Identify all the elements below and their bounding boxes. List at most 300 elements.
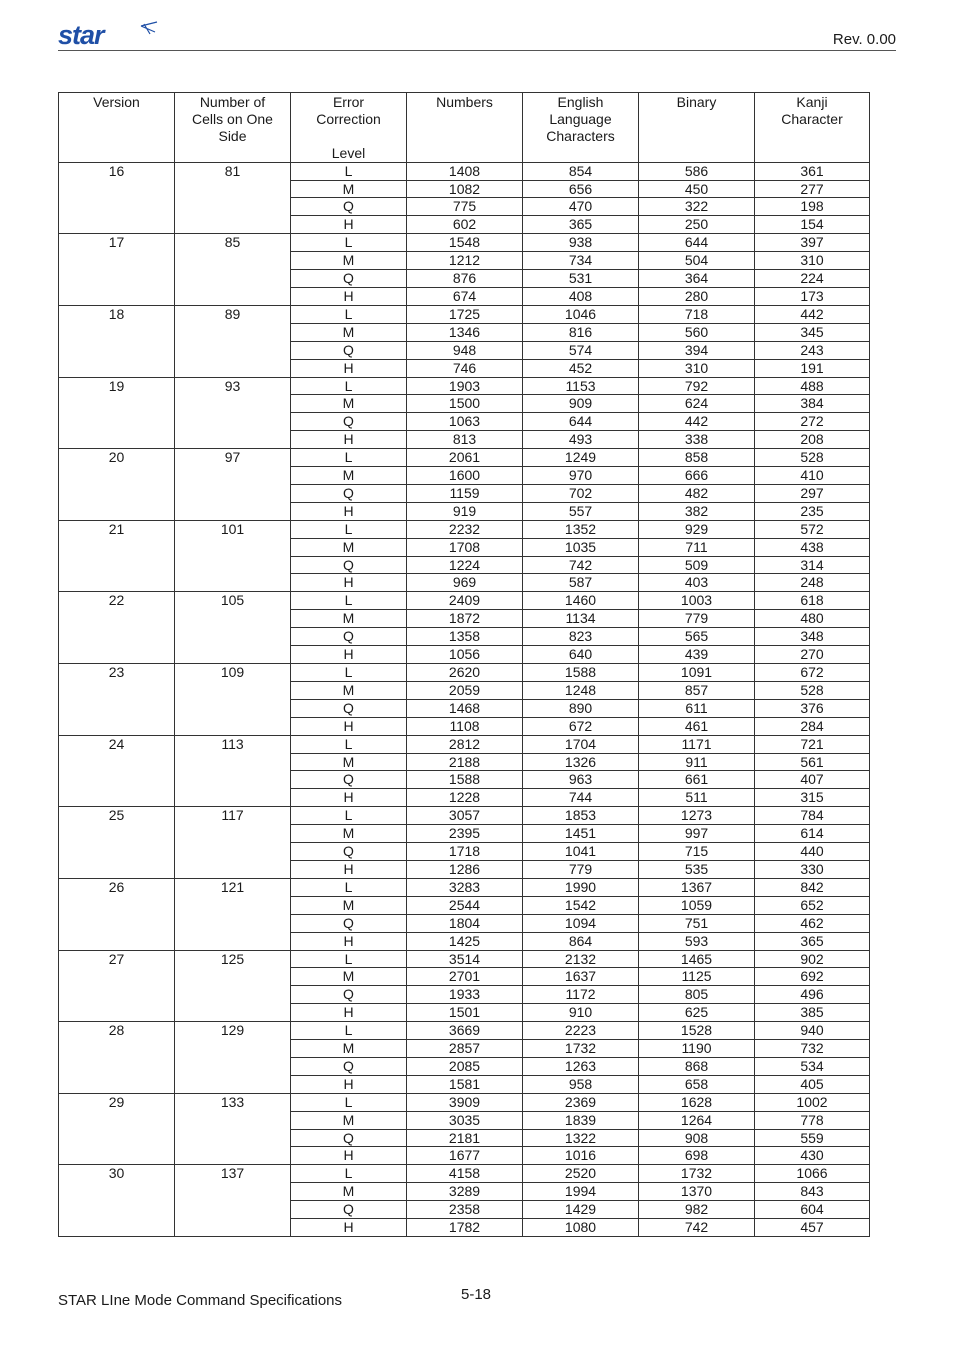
english-cell: 531 [523,270,639,288]
kanji-cell: 480 [755,610,870,628]
binary-cell: 560 [639,323,755,341]
kanji-cell: 248 [755,574,870,592]
english-cell: 2369 [523,1093,639,1111]
binary-cell: 982 [639,1201,755,1219]
numbers-cell: 602 [407,216,523,234]
kanji-cell: 842 [755,878,870,896]
header-error-correction: Error Correction Level [291,93,407,163]
english-cell: 587 [523,574,639,592]
binary-cell: 611 [639,699,755,717]
english-cell: 1263 [523,1057,639,1075]
numbers-cell: 3669 [407,1022,523,1040]
numbers-cell: 1933 [407,986,523,1004]
numbers-cell: 775 [407,198,523,216]
english-cell: 574 [523,341,639,359]
numbers-cell: 1108 [407,717,523,735]
binary-cell: 661 [639,771,755,789]
table-row [59,1022,870,1040]
english-cell: 408 [523,287,639,305]
table-row [59,878,870,896]
numbers-cell: 1588 [407,771,523,789]
binary-cell: 742 [639,1219,755,1237]
binary-cell: 1273 [639,807,755,825]
kanji-cell: 732 [755,1040,870,1058]
kanji-cell: 778 [755,1111,870,1129]
kanji-cell: 721 [755,735,870,753]
binary-cell: 250 [639,216,755,234]
level-cell: H [291,1219,407,1237]
level-cell: M [291,825,407,843]
level-cell: H [291,502,407,520]
kanji-cell: 376 [755,699,870,717]
binary-cell: 442 [639,413,755,431]
english-cell: 702 [523,484,639,502]
binary-cell: 535 [639,860,755,878]
level-cell: Q [291,771,407,789]
kanji-cell: 397 [755,234,870,252]
english-cell: 557 [523,502,639,520]
english-cell: 963 [523,771,639,789]
kanji-cell: 173 [755,287,870,305]
kanji-cell: 154 [755,216,870,234]
level-cell: L [291,735,407,753]
level-cell: Q [291,341,407,359]
numbers-cell: 2059 [407,681,523,699]
level-cell: Q [291,1057,407,1075]
binary-cell: 1628 [639,1093,755,1111]
cells-cell: 113 [175,735,291,807]
english-cell: 1041 [523,843,639,861]
kanji-cell: 618 [755,592,870,610]
kanji-cell: 692 [755,968,870,986]
numbers-cell: 746 [407,359,523,377]
english-cell: 1704 [523,735,639,753]
english-cell: 1451 [523,825,639,843]
kanji-cell: 365 [755,932,870,950]
level-cell: M [291,180,407,198]
numbers-cell: 3035 [407,1111,523,1129]
version-cell: 27 [59,950,175,1022]
star-logo [58,20,158,50]
numbers-cell: 1408 [407,162,523,180]
cells-cell: 97 [175,449,291,521]
version-cell: 29 [59,1093,175,1165]
level-cell: Q [291,699,407,717]
version-cell: 21 [59,520,175,592]
level-cell: H [291,574,407,592]
binary-cell: 1732 [639,1165,755,1183]
kanji-cell: 528 [755,681,870,699]
level-cell: L [291,234,407,252]
kanji-cell: 315 [755,789,870,807]
binary-cell: 718 [639,305,755,323]
kanji-cell: 405 [755,1075,870,1093]
level-cell: M [291,323,407,341]
english-cell: 672 [523,717,639,735]
kanji-cell: 430 [755,1147,870,1165]
level-cell: L [291,950,407,968]
kanji-cell: 361 [755,162,870,180]
cells-cell: 93 [175,377,291,449]
cells-cell: 101 [175,520,291,592]
english-cell: 779 [523,860,639,878]
kanji-cell: 672 [755,664,870,682]
kanji-cell: 438 [755,538,870,556]
kanji-cell: 534 [755,1057,870,1075]
numbers-cell: 1903 [407,377,523,395]
english-cell: 365 [523,216,639,234]
binary-cell: 586 [639,162,755,180]
kanji-cell: 348 [755,628,870,646]
binary-cell: 1370 [639,1183,755,1201]
kanji-cell: 407 [755,771,870,789]
kanji-cell: 561 [755,753,870,771]
english-cell: 470 [523,198,639,216]
version-cell: 22 [59,592,175,664]
binary-cell: 461 [639,717,755,735]
level-cell: Q [291,914,407,932]
table-row [59,664,870,682]
level-cell: H [291,646,407,664]
level-cell: Q [291,413,407,431]
numbers-cell: 2544 [407,896,523,914]
cells-cell: 85 [175,234,291,306]
english-cell: 1460 [523,592,639,610]
kanji-cell: 572 [755,520,870,538]
binary-cell: 644 [639,234,755,252]
table-row [59,377,870,395]
kanji-cell: 310 [755,252,870,270]
numbers-cell: 4158 [407,1165,523,1183]
level-cell: Q [291,556,407,574]
numbers-cell: 1159 [407,484,523,502]
binary-cell: 1190 [639,1040,755,1058]
english-cell: 1637 [523,968,639,986]
binary-cell: 868 [639,1057,755,1075]
binary-cell: 858 [639,449,755,467]
binary-cell: 364 [639,270,755,288]
kanji-cell: 410 [755,467,870,485]
binary-cell: 1003 [639,592,755,610]
english-cell: 1248 [523,681,639,699]
binary-cell: 997 [639,825,755,843]
kanji-cell: 902 [755,950,870,968]
english-cell: 452 [523,359,639,377]
numbers-cell: 1725 [407,305,523,323]
english-cell: 1249 [523,449,639,467]
header-cells: Number of Cells on One Side [175,93,291,163]
binary-cell: 711 [639,538,755,556]
binary-cell: 666 [639,467,755,485]
english-cell: 742 [523,556,639,574]
level-cell: Q [291,1129,407,1147]
table-row [59,520,870,538]
binary-cell: 908 [639,1129,755,1147]
version-cell: 19 [59,377,175,449]
kanji-cell: 604 [755,1201,870,1219]
numbers-cell: 2395 [407,825,523,843]
cells-cell: 89 [175,305,291,377]
binary-cell: 624 [639,395,755,413]
level-cell: Q [291,986,407,1004]
table-row [59,1093,870,1111]
binary-cell: 403 [639,574,755,592]
numbers-cell: 1677 [407,1147,523,1165]
kanji-cell: 270 [755,646,870,664]
level-cell: M [291,1040,407,1058]
level-cell: L [291,520,407,538]
level-cell: L [291,449,407,467]
kanji-cell: 457 [755,1219,870,1237]
level-cell: M [291,538,407,556]
english-cell: 1322 [523,1129,639,1147]
version-cell: 30 [59,1165,175,1237]
kanji-cell: 940 [755,1022,870,1040]
english-cell: 910 [523,1004,639,1022]
kanji-cell: 284 [755,717,870,735]
english-cell: 970 [523,467,639,485]
english-cell: 1990 [523,878,639,896]
numbers-cell: 1718 [407,843,523,861]
english-cell: 1994 [523,1183,639,1201]
english-cell: 864 [523,932,639,950]
level-cell: H [291,1147,407,1165]
binary-cell: 450 [639,180,755,198]
numbers-cell: 876 [407,270,523,288]
binary-cell: 792 [639,377,755,395]
kanji-cell: 488 [755,377,870,395]
footer-document-title: STAR LIne Mode Command Specifications [58,1292,343,1309]
binary-cell: 1367 [639,878,755,896]
numbers-cell: 1782 [407,1219,523,1237]
numbers-cell: 2409 [407,592,523,610]
level-cell: H [291,359,407,377]
english-cell: 1429 [523,1201,639,1219]
kanji-cell: 442 [755,305,870,323]
kanji-cell: 224 [755,270,870,288]
revision-label: Rev. 0.00 [832,31,896,48]
kanji-cell: 277 [755,180,870,198]
level-cell: H [291,1075,407,1093]
kanji-cell: 652 [755,896,870,914]
level-cell: L [291,305,407,323]
english-cell: 1853 [523,807,639,825]
english-cell: 823 [523,628,639,646]
english-cell: 1035 [523,538,639,556]
level-cell: M [291,1183,407,1201]
kanji-cell: 235 [755,502,870,520]
binary-cell: 698 [639,1147,755,1165]
level-cell: H [291,216,407,234]
cells-cell: 121 [175,878,291,950]
numbers-cell: 2061 [407,449,523,467]
cells-cell: 129 [175,1022,291,1094]
numbers-cell: 1501 [407,1004,523,1022]
level-cell: L [291,592,407,610]
numbers-cell: 2181 [407,1129,523,1147]
kanji-cell: 198 [755,198,870,216]
cells-cell: 81 [175,162,291,234]
numbers-cell: 3514 [407,950,523,968]
english-cell: 1016 [523,1147,639,1165]
binary-cell: 482 [639,484,755,502]
binary-cell: 338 [639,431,755,449]
binary-cell: 929 [639,520,755,538]
english-cell: 1080 [523,1219,639,1237]
level-cell: L [291,878,407,896]
version-cell: 25 [59,807,175,879]
version-cell: 26 [59,878,175,950]
numbers-cell: 1600 [407,467,523,485]
numbers-cell: 1056 [407,646,523,664]
cells-cell: 137 [175,1165,291,1237]
kanji-cell: 440 [755,843,870,861]
cells-cell: 105 [175,592,291,664]
binary-cell: 1264 [639,1111,755,1129]
english-cell: 1352 [523,520,639,538]
header-english: English Language Characters [523,93,639,163]
level-cell: H [291,717,407,735]
english-cell: 656 [523,180,639,198]
level-cell: L [291,1093,407,1111]
kanji-cell: 314 [755,556,870,574]
level-cell: M [291,467,407,485]
numbers-cell: 3909 [407,1093,523,1111]
english-cell: 493 [523,431,639,449]
binary-cell: 394 [639,341,755,359]
english-cell: 744 [523,789,639,807]
english-cell: 1134 [523,610,639,628]
binary-cell: 310 [639,359,755,377]
numbers-cell: 813 [407,431,523,449]
binary-cell: 1465 [639,950,755,968]
version-cell: 18 [59,305,175,377]
english-cell: 938 [523,234,639,252]
english-cell: 909 [523,395,639,413]
level-cell: M [291,968,407,986]
header-kanji: Kanji Character [755,93,870,163]
kanji-cell: 384 [755,395,870,413]
level-cell: H [291,932,407,950]
kanji-cell: 243 [755,341,870,359]
binary-cell: 382 [639,502,755,520]
version-cell: 17 [59,234,175,306]
binary-cell: 1059 [639,896,755,914]
numbers-cell: 1346 [407,323,523,341]
numbers-cell: 1082 [407,180,523,198]
level-cell: H [291,789,407,807]
english-cell: 1542 [523,896,639,914]
cells-cell: 117 [175,807,291,879]
numbers-cell: 674 [407,287,523,305]
kanji-cell: 784 [755,807,870,825]
binary-cell: 322 [639,198,755,216]
binary-cell: 911 [639,753,755,771]
numbers-cell: 1425 [407,932,523,950]
binary-cell: 1528 [639,1022,755,1040]
table-row [59,234,870,252]
header-binary: Binary [639,93,755,163]
numbers-cell: 3057 [407,807,523,825]
english-cell: 1094 [523,914,639,932]
numbers-cell: 2620 [407,664,523,682]
level-cell: Q [291,484,407,502]
level-cell: M [291,681,407,699]
english-cell: 854 [523,162,639,180]
english-cell: 890 [523,699,639,717]
english-cell: 2223 [523,1022,639,1040]
logo-star-mark [141,22,157,34]
level-cell: H [291,431,407,449]
numbers-cell: 1212 [407,252,523,270]
numbers-cell: 948 [407,341,523,359]
english-cell: 1839 [523,1111,639,1129]
version-cell: 20 [59,449,175,521]
table-row [59,807,870,825]
binary-cell: 280 [639,287,755,305]
table-row [59,162,870,180]
english-cell: 2132 [523,950,639,968]
level-cell: L [291,1165,407,1183]
numbers-cell: 3289 [407,1183,523,1201]
level-cell: M [291,610,407,628]
numbers-cell: 1548 [407,234,523,252]
binary-cell: 1171 [639,735,755,753]
level-cell: M [291,395,407,413]
numbers-cell: 2232 [407,520,523,538]
numbers-cell: 3283 [407,878,523,896]
binary-cell: 565 [639,628,755,646]
binary-cell: 509 [639,556,755,574]
english-cell: 2520 [523,1165,639,1183]
version-cell: 24 [59,735,175,807]
table-row [59,305,870,323]
kanji-cell: 191 [755,359,870,377]
binary-cell: 751 [639,914,755,932]
table-row [59,592,870,610]
table-body [59,162,870,1236]
binary-cell: 439 [639,646,755,664]
numbers-cell: 1286 [407,860,523,878]
kanji-cell: 528 [755,449,870,467]
version-cell: 23 [59,664,175,736]
level-cell: Q [291,198,407,216]
header-divider [58,50,896,51]
english-cell: 1046 [523,305,639,323]
kanji-cell: 462 [755,914,870,932]
numbers-cell: 1358 [407,628,523,646]
kanji-cell: 297 [755,484,870,502]
footer-page-number: 5-18 [461,1286,492,1303]
binary-cell: 658 [639,1075,755,1093]
numbers-cell: 1872 [407,610,523,628]
version-cell: 28 [59,1022,175,1094]
kanji-cell: 272 [755,413,870,431]
numbers-cell: 1468 [407,699,523,717]
kanji-cell: 614 [755,825,870,843]
table-row [59,950,870,968]
numbers-cell: 2857 [407,1040,523,1058]
level-cell: H [291,287,407,305]
level-cell: H [291,860,407,878]
qr-capacity-table [58,92,870,1237]
english-cell: 1172 [523,986,639,1004]
kanji-cell: 345 [755,323,870,341]
table-header-row [59,93,870,163]
numbers-cell: 2812 [407,735,523,753]
binary-cell: 1125 [639,968,755,986]
level-cell: M [291,252,407,270]
